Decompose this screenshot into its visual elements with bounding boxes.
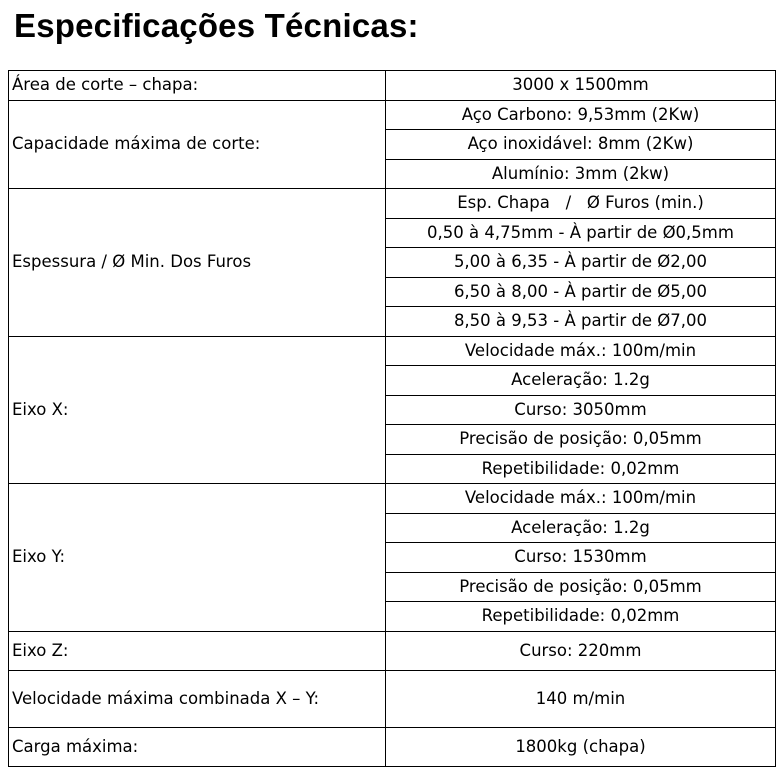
spec-value: Aço inoxidável: 8mm (2Kw) [386, 130, 776, 160]
table-row [9, 484, 776, 514]
spec-label-max-load: Carga máxima: [9, 727, 386, 766]
spec-value: Repetibilidade: 0,02mm [386, 602, 776, 632]
spec-value: Aço Carbono: 9,53mm (2Kw) [386, 100, 776, 130]
table-row [9, 670, 776, 727]
page-title: Especificações Técnicas: [14, 7, 419, 44]
spec-value: Esp. Chapa / Ø Furos (min.) [386, 189, 776, 219]
spec-label-z-axis: Eixo Z: [9, 631, 386, 670]
spec-value: Velocidade máx.: 100m/min [386, 336, 776, 366]
spec-value: 3000 x 1500mm [386, 71, 776, 101]
spec-value: Curso: 3050mm [386, 395, 776, 425]
table-row [9, 336, 776, 366]
spec-value: 1800kg (chapa) [386, 727, 776, 766]
spec-value: Precisão de posição: 0,05mm [386, 425, 776, 455]
spec-label-y-axis: Eixo Y: [9, 484, 386, 632]
spec-value: 8,50 à 9,53 - À partir de Ø7,00 [386, 307, 776, 337]
spec-value: Aceleração: 1.2g [386, 513, 776, 543]
spec-value: Precisão de posição: 0,05mm [386, 572, 776, 602]
spec-label-combined-speed: Velocidade máxima combinada X – Y: [9, 670, 386, 727]
spec-value: Curso: 1530mm [386, 543, 776, 573]
spec-value: 5,00 à 6,35 - À partir de Ø2,00 [386, 248, 776, 278]
table-row [9, 189, 776, 219]
table-row [9, 100, 776, 130]
spec-value: Aceleração: 1.2g [386, 366, 776, 396]
spec-label-max-cutting-capacity: Capacidade máxima de corte: [9, 100, 386, 189]
table-row [9, 631, 776, 670]
spec-label-hole-diameter: Espessura / Ø Min. Dos Furos [9, 189, 386, 337]
spec-value: 0,50 à 4,75mm - À partir de Ø0,5mm [386, 218, 776, 248]
spec-label-x-axis: Eixo X: [9, 336, 386, 484]
spec-value: Alumínio: 3mm (2kw) [386, 159, 776, 189]
spec-value: 6,50 à 8,00 - À partir de Ø5,00 [386, 277, 776, 307]
spec-label-cutting-area: Área de corte – chapa: [9, 71, 386, 101]
spec-value: Curso: 220mm [386, 631, 776, 670]
table-row [9, 727, 776, 766]
spec-value: 140 m/min [386, 670, 776, 727]
specifications-table [8, 70, 776, 767]
spec-value: Velocidade máx.: 100m/min [386, 484, 776, 514]
table-row [9, 71, 776, 101]
spec-value: Repetibilidade: 0,02mm [386, 454, 776, 484]
